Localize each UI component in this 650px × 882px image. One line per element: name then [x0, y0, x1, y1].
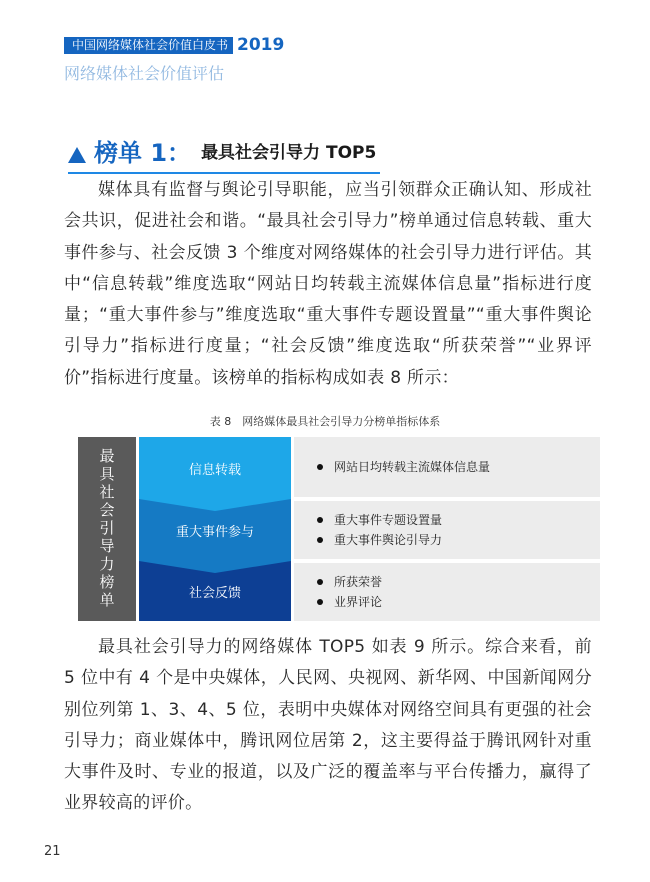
page-number: 21 — [44, 844, 61, 859]
body-paragraph-1 — [64, 175, 592, 394]
indicator-diagram — [78, 437, 600, 621]
body-paragraph-2 — [64, 632, 592, 820]
dimension-name: 重大事件参与 — [175, 524, 254, 540]
chevron-arrow — [139, 499, 291, 511]
indicator-item: 业界评论 — [334, 592, 600, 612]
paragraph-2-text: 最具社会引导力的网络媒体 TOP5 如表 9 所示。综合来看，前 5 位中有 4 个是中央媒体，人民网、央视网、新华网、中国新闻网分别位列第 1、3、4、5 位，表明中央媒体对网络空间具有更强的社会引导力；商业媒体中，腾讯网位居第 2，这主要得益于腾讯网针对重大事件及时、专业的报道，以及广泛的覆盖率与平台传播力，赢得了业界较高的评价。 — [64, 637, 592, 814]
section-lead: 榜单 1： — [94, 139, 192, 167]
indicator-item: 重大事件专题设置量 — [334, 510, 600, 530]
section-title: 最具社会引导力 TOP5 — [201, 143, 377, 163]
header-subtitle: 网络媒体社会价值评估 — [64, 64, 225, 83]
indicator-item: 重大事件舆论引导力 — [334, 530, 600, 550]
book-title: 中国网络媒体社会价值白皮书 — [68, 37, 233, 54]
triangle-icon — [68, 147, 86, 163]
section-heading — [68, 134, 380, 174]
indicator-panel-1 — [294, 437, 600, 497]
indicator-item: 网站日均转载主流媒体信息量 — [334, 457, 600, 477]
dimension-name: 信息转载 — [188, 462, 241, 478]
book-year: 2019 — [237, 35, 285, 55]
diagram-label-text: 最具社会引导力榜单 — [97, 448, 116, 610]
dimension-name: 社会反馈 — [188, 585, 241, 601]
table-caption: 表 8 网络媒体最具社会引导力分榜单指标体系 — [209, 415, 441, 428]
paragraph-1-text: 媒体具有监督与舆论引导职能，应当引领群众正确认知、形成社会共识，促进社会和谐。“最具社会引导力”榜单通过信息转载、重大事件参与、社会反馈 3 个维度对网络媒体的社会引导力进行评估。其中“信息转载”维度选取“网站日均转载主流媒体信息量”指标进行度量；“重大事件参与”维度选取“重大事件专题设置量”“重大事件舆论引导力”指标进行度量；“社会反馈”维度选取“所获荣誉”“业界评价”指标进行度量。该榜单的指标构成如表 8 所示： — [64, 180, 592, 388]
dimension-info-repost — [139, 437, 291, 499]
indicator-panel-2 — [294, 501, 600, 559]
chevron-arrow — [139, 561, 291, 573]
indicator-panel-3 — [294, 563, 600, 621]
header-tag — [64, 37, 284, 54]
indicator-item: 所获荣誉 — [334, 572, 600, 592]
diagram-side-label — [78, 437, 136, 621]
